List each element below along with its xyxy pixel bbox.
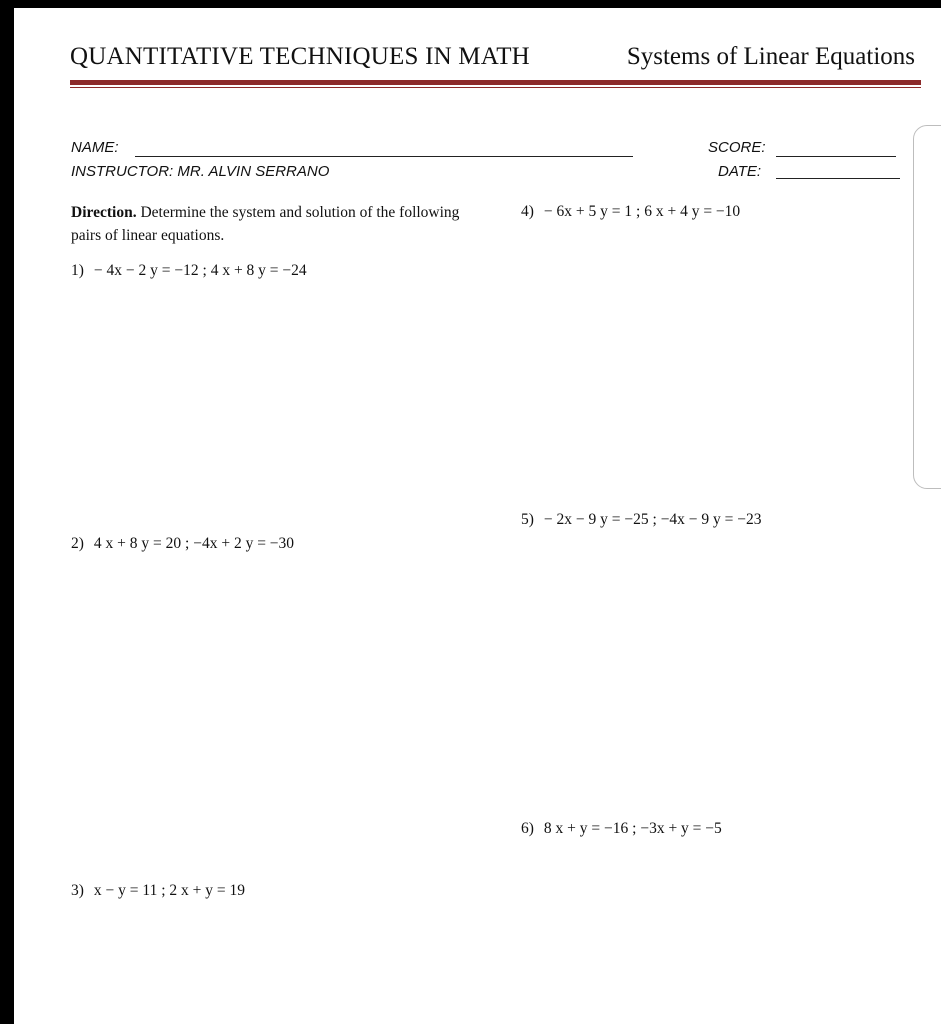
problem-1 — [71, 262, 307, 280]
problem-number: 3) — [71, 882, 84, 899]
problem-2 — [71, 535, 294, 553]
problem-equation: − 4x − 2 y = −12 ; 4 x + 8 y = −24 — [93, 262, 307, 279]
direction-text — [71, 201, 461, 247]
problem-number: 5) — [521, 511, 534, 528]
problem-5 — [521, 511, 762, 529]
topic-title: Systems of Linear Equations — [626, 43, 915, 70]
problem-number: 6) — [521, 820, 534, 837]
side-panel-handle[interactable] — [913, 125, 941, 489]
problem-equation: 8 x + y = −16 ; −3x + y = −5 — [543, 820, 722, 837]
direction-label: Direction. — [71, 204, 137, 221]
problem-equation: − 6x + 5 y = 1 ; 6 x + 4 y = −10 — [543, 203, 741, 220]
worksheet-page — [14, 8, 941, 1024]
problem-equation: − 2x − 9 y = −25 ; −4x − 9 y = −23 — [543, 511, 762, 528]
name-label: NAME: — [71, 139, 119, 156]
header-rule-thick — [70, 80, 921, 85]
instructor-label: INSTRUCTOR: MR. ALVIN SERRANO — [71, 163, 330, 180]
problem-number: 4) — [521, 203, 534, 220]
problem-equation: x − y = 11 ; 2 x + y = 19 — [93, 882, 245, 899]
name-blank[interactable] — [135, 156, 633, 157]
problem-equation: 4 x + 8 y = 20 ; −4x + 2 y = −30 — [93, 535, 295, 552]
problem-6 — [521, 820, 722, 838]
course-title: QUANTITATIVE TECHNIQUES IN MATH — [70, 43, 530, 70]
date-blank[interactable] — [776, 178, 900, 179]
problem-number: 2) — [71, 535, 84, 552]
score-blank[interactable] — [776, 156, 896, 157]
header-rule-thin — [70, 87, 921, 88]
date-label: DATE: — [718, 163, 762, 180]
score-label: SCORE: — [708, 139, 766, 156]
problem-number: 1) — [71, 262, 84, 279]
problem-4 — [521, 203, 740, 221]
direction-body: Determine the system and solution of the following pairs of linear equations. — [71, 204, 460, 244]
problem-3 — [71, 882, 245, 900]
